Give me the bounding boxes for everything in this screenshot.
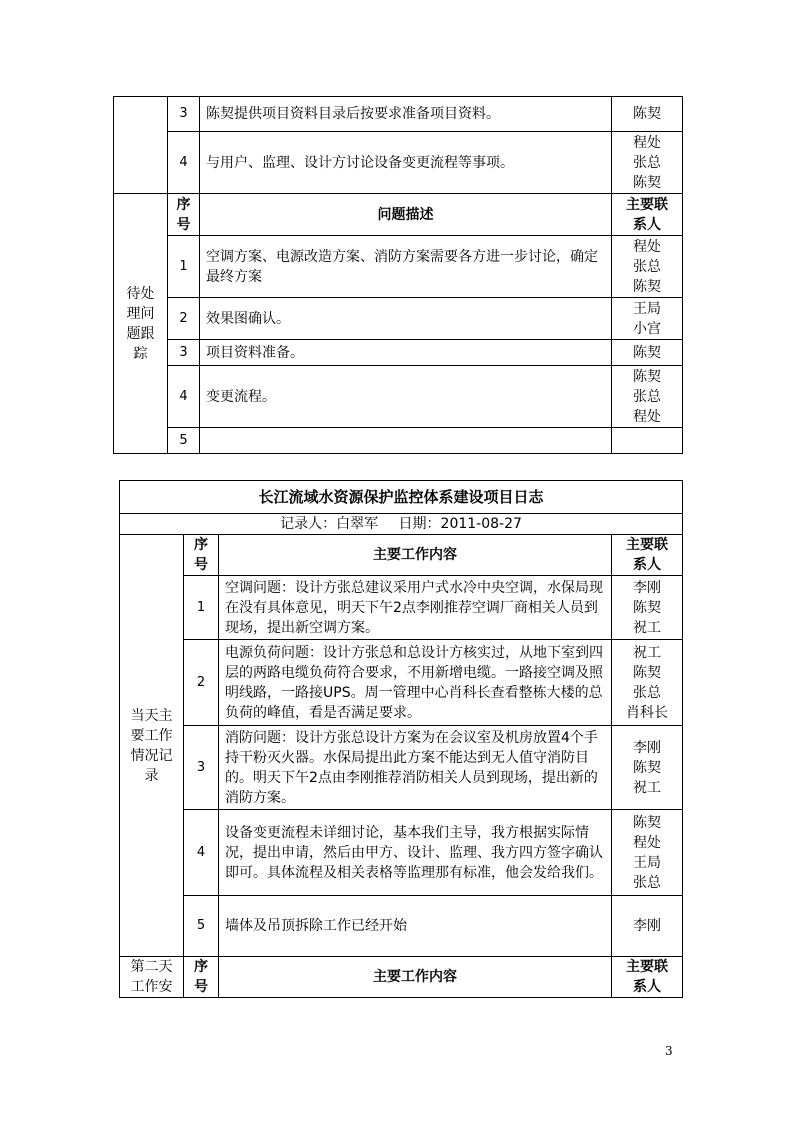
recorder-label: 记录人：白翠军 [280,516,379,532]
contact-name: 小宫 [633,320,661,337]
contact-name: 祝工 [633,644,661,661]
row-number: 5 [184,896,219,957]
header-number: 序号 [168,194,200,236]
row-description: 变更流程。 [200,366,612,428]
row-description: 陈契提供项目资料目录后按要求准备项目资料。 [200,97,612,132]
row-number: 4 [168,366,200,428]
table-row [114,236,683,298]
contact-name: 陈契 [633,664,661,681]
project-log-table [119,480,683,998]
row-number: 3 [184,726,219,810]
row-contacts [612,97,683,132]
contact-name: 张总 [633,388,661,405]
contact-name: 肖科长 [626,704,668,721]
row-number: 2 [184,640,219,726]
contact-name: 程处 [633,134,661,151]
row-description: 消防问题：设计方张总设计方案为在会议室及机房放置4个手持干粉灭火器。水保局提出此方案不能达到无人值守消防目的。明天下午2点由李刚推荐消防相关人员到现场，提出新的消防方案。 [219,726,612,810]
contact-name: 张总 [633,684,661,701]
row-description: 空调问题：设计方张总建议采用户式水冷中央空调，水保局现在没有具体意见，明天下午2点李刚推荐空调厂商相关人员到现场，提出新空调方案。 [219,576,612,640]
row-contacts [612,298,683,340]
row-contacts [612,640,683,726]
row-description: 与用户、监理、设计方讨论设备变更流程等事项。 [200,132,612,194]
contact-name: 张总 [633,258,661,275]
table-row [114,298,683,340]
table-header-row [114,194,683,236]
title-row [120,481,683,514]
contact-name: 程处 [633,834,661,851]
contact-name: 李刚 [633,739,661,756]
row-number: 3 [168,340,200,366]
table-row [120,810,683,896]
log-title: 长江流域水资源保护监控体系建设项目日志 [120,481,683,514]
row-number: 4 [168,132,200,194]
contact-name: 祝工 [633,619,661,636]
date-label: 日期：2011-08-27 [398,516,522,532]
row-contacts [612,896,683,957]
recorder-cell [120,514,683,535]
contact-name: 陈契 [633,174,661,191]
table-header-row [120,535,683,576]
table-row [114,340,683,366]
row-contacts [612,428,683,454]
row-number: 3 [168,97,200,132]
row-contacts [612,236,683,298]
page-number: 3 [665,1044,673,1058]
row-description: 项目资料准备。 [200,340,612,366]
contact-name: 张总 [633,874,661,891]
section-label: 当天主要工作情况记录 [120,535,184,957]
section-label: 第二天工作安 [120,957,184,998]
row-contacts [612,340,683,366]
contact-name: 王局 [633,300,661,317]
table-row [114,366,683,428]
contact-name: 陈契 [633,106,661,122]
section-label: 待处理问题跟踪 [114,194,168,454]
row-number: 2 [168,298,200,340]
contact-name: 程处 [633,408,661,425]
contact-name: 陈契 [633,368,661,385]
header-contact: 主要联系人 [612,535,683,576]
contact-name: 李刚 [633,579,661,596]
row-contacts [612,366,683,428]
row-description: 墙体及吊顶拆除工作已经开始 [219,896,612,957]
row-description: 空调方案、电源改造方案、消防方案需要各方进一步讨论，确定最终方案 [200,236,612,298]
previous-section-cell [114,97,168,194]
header-number: 序号 [184,535,219,576]
header-number: 序号 [184,957,219,998]
row-contacts [612,810,683,896]
row-description: 效果图确认。 [200,298,612,340]
contact-name: 张总 [633,154,661,171]
recorder-row [120,514,683,535]
contact-name: 陈契 [633,814,661,831]
row-contacts [612,132,683,194]
row-number: 5 [168,428,200,454]
table-header-row [120,957,683,998]
row-number: 4 [184,810,219,896]
table-row [114,97,683,132]
contact-name: 王局 [633,854,661,871]
table-row [114,132,683,194]
header-contact: 主要联系人 [612,957,683,998]
contact-name: 陈契 [633,344,661,361]
table-row [114,428,683,454]
row-description: 设备变更流程未详细讨论，基本我们主导，我方根据实际情况，提出申请，然后由甲方、设计、监理、我方四方签字确认即可。具体流程及相关表格等监理那有标准，他会发给我们。 [219,810,612,896]
row-contacts [612,576,683,640]
table-row [120,726,683,810]
row-number: 1 [184,576,219,640]
table-row [120,896,683,957]
contact-name: 程处 [633,238,661,255]
contact-name: 陈契 [633,278,661,295]
table-row [120,640,683,726]
contact-name: 陈契 [633,759,661,776]
header-description: 问题描述 [200,194,612,236]
header-contact: 主要联系人 [612,194,683,236]
contact-name: 陈契 [633,599,661,616]
row-contacts [612,726,683,810]
row-description [200,428,612,454]
row-number: 1 [168,236,200,298]
header-description: 主要工作内容 [219,535,612,576]
contact-name: 李刚 [633,918,661,934]
table-row [120,576,683,640]
issue-tracking-table [113,96,683,454]
header-description: 主要工作内容 [219,957,612,998]
row-description: 电源负荷问题：设计方张总和总设计方核实过，从地下室到四层的两路电缆负荷符合要求，不用新增电缆。一路接空调及照明线路，一路接UPS。周一管理中心肖科长查看整栋大楼的总负荷的峰值，看是否满足要求。 [219,640,612,726]
contact-name: 祝工 [633,779,661,796]
